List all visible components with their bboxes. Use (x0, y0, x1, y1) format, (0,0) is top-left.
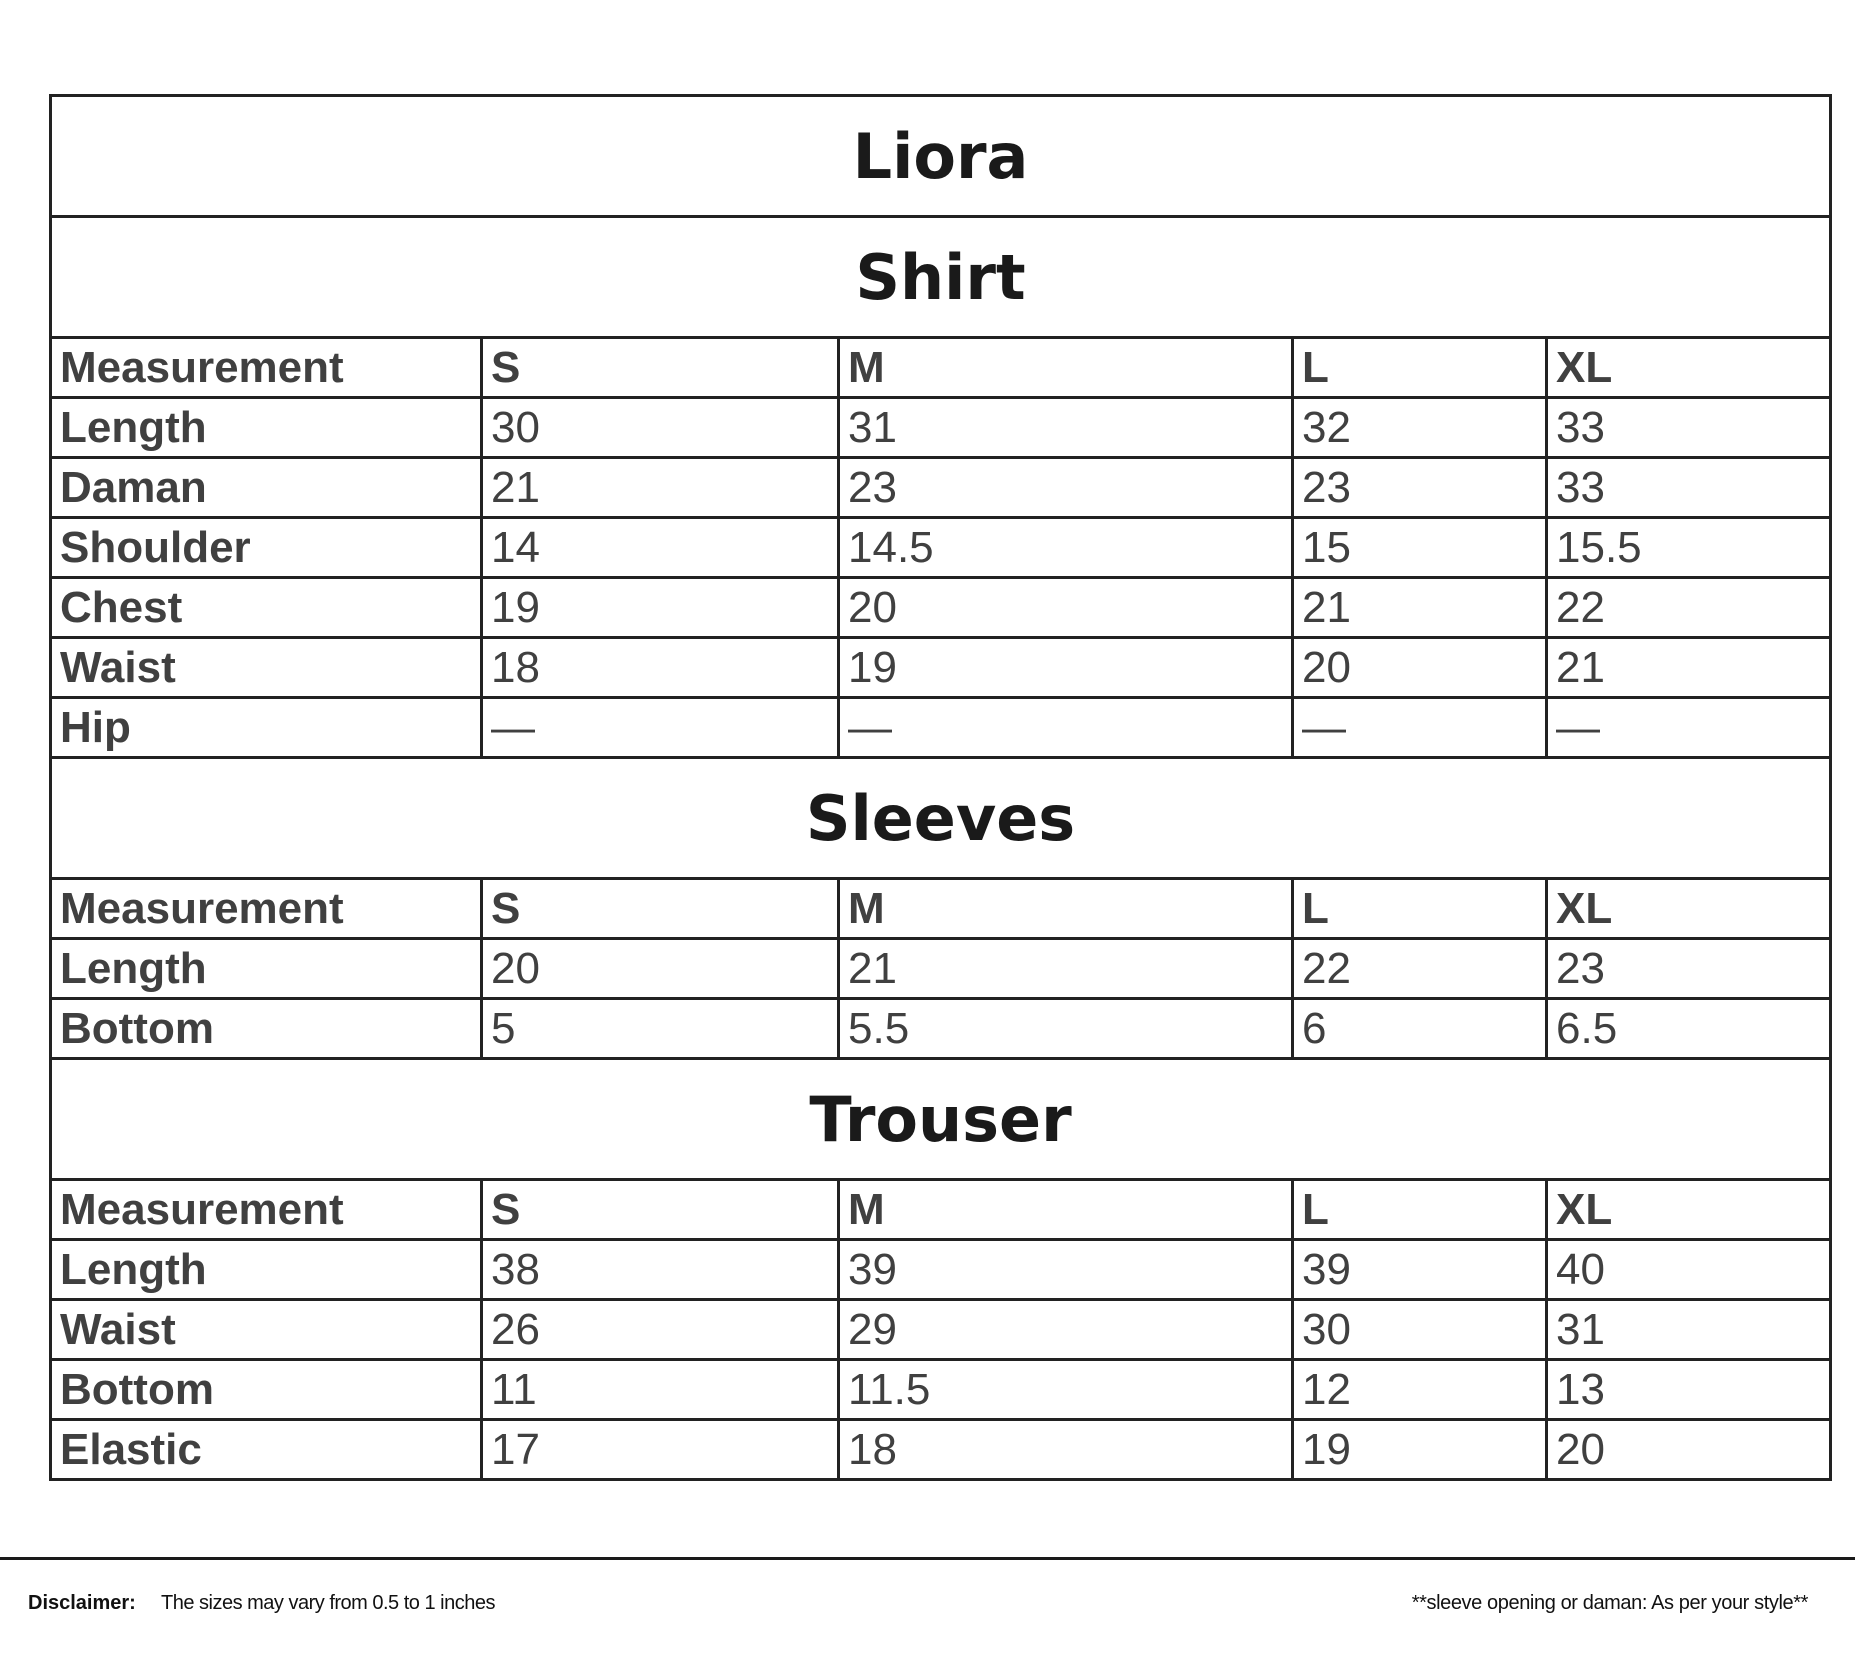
measurement-value-m: 23 (839, 458, 1293, 518)
size-chart-body (51, 96, 1831, 1480)
measurement-value-xl: 23 (1547, 939, 1831, 999)
measurement-value-s: 17 (482, 1420, 839, 1480)
measurement-value-l: 30 (1293, 1300, 1547, 1360)
measurement-value-s: 20 (482, 939, 839, 999)
trouser-header-row (51, 1180, 1831, 1240)
sleeves-header-row (51, 879, 1831, 939)
title-row (51, 96, 1831, 217)
measurement-value-xl: 13 (1547, 1360, 1831, 1420)
measurement-value-s: 11 (482, 1360, 839, 1420)
trouser-row-elastic (51, 1420, 1831, 1480)
shirt-header-row (51, 338, 1831, 398)
trouser-row-bottom (51, 1360, 1831, 1420)
measurement-value-xl: 20 (1547, 1420, 1831, 1480)
shirt-row-chest (51, 578, 1831, 638)
size-header-xl: XL (1547, 1180, 1831, 1240)
measurement-label: Length (51, 398, 482, 458)
measurement-value-l: 32 (1293, 398, 1547, 458)
size-chart-table (49, 94, 1832, 1481)
measurement-label: Length (51, 939, 482, 999)
measurement-value-l: 39 (1293, 1240, 1547, 1300)
measurement-label: Shoulder (51, 518, 482, 578)
measurement-label: Waist (51, 1300, 482, 1360)
measurement-value-xl: — (1547, 698, 1831, 758)
measurement-value-m: 39 (839, 1240, 1293, 1300)
style-note: **sleeve opening or daman: As per your style** (1411, 1592, 1808, 1614)
measurement-value-m: 20 (839, 578, 1293, 638)
measurement-value-m: 21 (839, 939, 1293, 999)
shirt-row-daman (51, 458, 1831, 518)
measurement-value-l: 19 (1293, 1420, 1547, 1480)
measurement-value-s: 19 (482, 578, 839, 638)
measurement-label: Chest (51, 578, 482, 638)
measurement-value-xl: 33 (1547, 458, 1831, 518)
measurement-value-s: 21 (482, 458, 839, 518)
measurement-value-l: 21 (1293, 578, 1547, 638)
size-header-s: S (482, 879, 839, 939)
measurement-header: Measurement (51, 338, 482, 398)
measurement-value-s: 26 (482, 1300, 839, 1360)
measurement-label: Hip (51, 698, 482, 758)
measurement-value-m: 19 (839, 638, 1293, 698)
shirt-row-length (51, 398, 1831, 458)
measurement-label: Bottom (51, 1360, 482, 1420)
measurement-value-l: 20 (1293, 638, 1547, 698)
shirt-section-title: Shirt (51, 217, 1831, 338)
measurement-value-l: 6 (1293, 999, 1547, 1059)
measurement-label: Length (51, 1240, 482, 1300)
footer-divider (0, 1557, 1855, 1560)
measurement-value-l: 15 (1293, 518, 1547, 578)
sleeves-row-bottom (51, 999, 1831, 1059)
size-header-xl: XL (1547, 879, 1831, 939)
size-header-m: M (839, 1180, 1293, 1240)
trouser-section-title: Trouser (51, 1059, 1831, 1180)
measurement-value-l: 22 (1293, 939, 1547, 999)
sleeves-row-length (51, 939, 1831, 999)
measurement-value-m: 18 (839, 1420, 1293, 1480)
measurement-value-l: — (1293, 698, 1547, 758)
measurement-value-s: 38 (482, 1240, 839, 1300)
measurement-value-l: 12 (1293, 1360, 1547, 1420)
measurement-value-xl: 33 (1547, 398, 1831, 458)
measurement-value-xl: 15.5 (1547, 518, 1831, 578)
size-header-s: S (482, 1180, 839, 1240)
size-header-l: L (1293, 338, 1547, 398)
sleeves-section-title: Sleeves (51, 758, 1831, 879)
measurement-value-m: — (839, 698, 1293, 758)
shirt-row-waist (51, 638, 1831, 698)
measurement-header: Measurement (51, 1180, 482, 1240)
measurement-label: Bottom (51, 999, 482, 1059)
measurement-label: Waist (51, 638, 482, 698)
measurement-label: Elastic (51, 1420, 482, 1480)
disclaimer-label: Disclaimer: (28, 1592, 136, 1614)
size-header-m: M (839, 338, 1293, 398)
measurement-value-xl: 31 (1547, 1300, 1831, 1360)
measurement-value-s: 30 (482, 398, 839, 458)
size-header-s: S (482, 338, 839, 398)
shirt-section-row (51, 217, 1831, 338)
measurement-value-l: 23 (1293, 458, 1547, 518)
sleeves-section-row (51, 758, 1831, 879)
measurement-value-m: 11.5 (839, 1360, 1293, 1420)
measurement-value-s: — (482, 698, 839, 758)
measurement-value-m: 14.5 (839, 518, 1293, 578)
size-header-m: M (839, 879, 1293, 939)
trouser-row-length (51, 1240, 1831, 1300)
trouser-section-row (51, 1059, 1831, 1180)
disclaimer-text: The sizes may vary from 0.5 to 1 inches (161, 1592, 495, 1614)
measurement-label: Daman (51, 458, 482, 518)
chart-title: Liora (51, 96, 1831, 217)
trouser-row-waist (51, 1300, 1831, 1360)
measurement-value-s: 18 (482, 638, 839, 698)
size-header-xl: XL (1547, 338, 1831, 398)
measurement-value-s: 5 (482, 999, 839, 1059)
measurement-value-m: 5.5 (839, 999, 1293, 1059)
shirt-row-hip (51, 698, 1831, 758)
measurement-value-xl: 40 (1547, 1240, 1831, 1300)
size-header-l: L (1293, 1180, 1547, 1240)
measurement-value-m: 29 (839, 1300, 1293, 1360)
shirt-row-shoulder (51, 518, 1831, 578)
measurement-value-xl: 6.5 (1547, 999, 1831, 1059)
measurement-value-xl: 22 (1547, 578, 1831, 638)
measurement-value-xl: 21 (1547, 638, 1831, 698)
size-header-l: L (1293, 879, 1547, 939)
measurement-value-m: 31 (839, 398, 1293, 458)
measurement-value-s: 14 (482, 518, 839, 578)
measurement-header: Measurement (51, 879, 482, 939)
